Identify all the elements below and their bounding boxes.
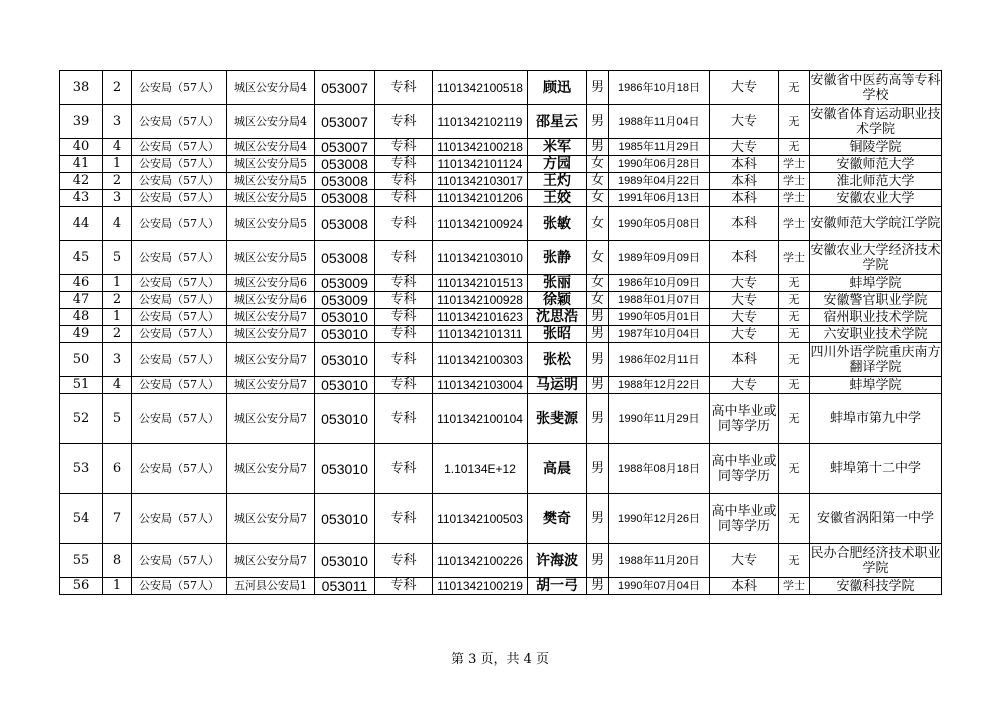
sex-cell: 男 [587,578,609,595]
sex-cell: 男 [587,544,609,578]
edu-requirement-cell: 专科 [375,241,433,275]
education-cell: 高中毕业或同等学历 [710,444,779,494]
unit-cell: 公安局（57人） [132,173,227,190]
sex-cell: 女 [587,207,609,241]
ticket-number-cell: 1101342103017 [433,173,528,190]
school-cell: 安徽省涡阳第一中学 [810,494,942,544]
school-cell: 安徽科技学院 [810,578,942,595]
ticket-number-cell: 1101342100924 [433,207,528,241]
education-cell: 大专 [710,326,779,343]
birth-date-cell: 1985年11月29日 [609,139,710,156]
sub-seq-cell: 4 [103,207,132,241]
seq-cell: 39 [60,105,103,139]
education-cell: 本科 [710,190,779,207]
degree-cell: 无 [779,494,810,544]
table-row [60,105,942,139]
education-cell: 本科 [710,578,779,595]
sub-seq-cell: 7 [103,494,132,544]
ticket-number-cell: 1.10134E+12 [433,444,528,494]
birth-date-cell: 1988年11月20日 [609,544,710,578]
edu-requirement-cell: 专科 [375,207,433,241]
ticket-number-cell: 1101342103004 [433,377,528,394]
school-cell: 蚌埠市第九中学 [810,394,942,444]
school-cell: 宿州职业技术学院 [810,309,942,326]
seq-cell: 38 [60,71,103,105]
name-cell: 张丽 [528,275,587,292]
dept-cell: 城区公安分局6 [227,292,315,309]
school-cell: 安徽师范大学皖江学院 [810,207,942,241]
edu-requirement-cell: 专科 [375,275,433,292]
sex-cell: 男 [587,343,609,377]
sex-cell: 女 [587,156,609,173]
name-cell: 胡一弓 [528,578,587,595]
birth-date-cell: 1988年08月18日 [609,444,710,494]
edu-requirement-cell: 专科 [375,377,433,394]
birth-date-cell: 1990年11月29日 [609,394,710,444]
unit-cell: 公安局（57人） [132,544,227,578]
name-cell: 顾迅 [528,71,587,105]
birth-date-cell: 1991年06月13日 [609,190,710,207]
birth-date-cell: 1987年10月04日 [609,326,710,343]
position-code-cell: 053008 [315,241,375,275]
school-cell: 安徽省中医药高等专科学校 [810,72,941,103]
school-cell: 铜陵学院 [810,139,942,156]
name-cell: 王姣 [528,190,587,207]
sex-cell: 男 [587,494,609,544]
table-row [60,71,942,105]
sex-cell: 女 [587,173,609,190]
seq-cell: 43 [60,190,103,207]
degree-cell: 无 [779,394,810,444]
education-cell: 本科 [710,241,779,275]
edu-requirement-cell: 专科 [375,309,433,326]
sub-seq-cell: 5 [103,394,132,444]
birth-date-cell: 1990年05月01日 [609,309,710,326]
degree-cell: 无 [779,309,810,326]
education-cell: 高中毕业或同等学历 [710,494,779,544]
school-cell: 安徽省体育运动职业技术学院 [810,106,941,137]
unit-cell: 公安局（57人） [132,139,227,156]
table-row [60,156,942,173]
dept-cell: 城区公安分局4 [227,71,315,105]
school-cell: 蚌埠学院 [810,377,942,394]
dept-cell: 城区公安分局7 [227,544,315,578]
position-code-cell: 053010 [315,544,375,578]
position-code-cell: 053007 [315,105,375,139]
sex-cell: 男 [587,309,609,326]
sub-seq-cell: 3 [103,105,132,139]
sex-cell: 女 [587,190,609,207]
sex-cell: 女 [587,241,609,275]
degree-cell: 学士 [779,173,810,190]
sex-cell: 男 [587,444,609,494]
sex-cell: 男 [587,377,609,394]
ticket-number-cell: 1101342103010 [433,241,528,275]
ticket-number-cell: 1101342100503 [433,494,528,544]
seq-cell: 51 [60,377,103,394]
dept-cell: 城区公安分局5 [227,241,315,275]
ticket-number-cell: 1101342101513 [433,275,528,292]
position-code-cell: 053009 [315,292,375,309]
seq-cell: 42 [60,173,103,190]
birth-date-cell: 1986年02月11日 [609,343,710,377]
degree-cell: 无 [779,139,810,156]
ticket-number-cell: 1101342100104 [433,394,528,444]
table-row [60,309,942,326]
ticket-number-cell: 1101342102119 [433,105,528,139]
sub-seq-cell: 1 [103,309,132,326]
birth-date-cell: 1990年06月28日 [609,156,710,173]
seq-cell: 53 [60,444,103,494]
dept-cell: 城区公安分局5 [227,190,315,207]
unit-cell: 公安局（57人） [132,377,227,394]
unit-cell: 公安局（57人） [132,578,227,595]
dept-cell: 城区公安分局7 [227,394,315,444]
sub-seq-cell: 5 [103,241,132,275]
results-table [59,70,942,595]
school-cell: 安徽警官职业学院 [810,292,942,309]
degree-cell: 学士 [779,207,810,241]
degree-cell: 无 [779,105,810,139]
sub-seq-cell: 2 [103,173,132,190]
name-cell: 米军 [528,139,587,156]
dept-cell: 城区公安分局7 [227,326,315,343]
degree-cell: 无 [779,71,810,105]
sex-cell: 男 [587,71,609,105]
education-cell: 本科 [710,173,779,190]
unit-cell: 公安局（57人） [132,207,227,241]
page-number: 第 3 页，共 4 页 [450,652,550,667]
sub-seq-cell: 2 [103,326,132,343]
education-cell: 本科 [710,156,779,173]
birth-date-cell: 1986年10月09日 [609,275,710,292]
seq-cell: 46 [60,275,103,292]
edu-requirement-cell: 专科 [375,343,433,377]
table-row [60,578,942,595]
position-code-cell: 053008 [315,173,375,190]
school-cell: 民办合肥经济技术职业学院 [810,545,941,576]
ticket-number-cell: 1101342100226 [433,544,528,578]
position-code-cell: 053011 [315,578,375,595]
position-code-cell: 053010 [315,309,375,326]
position-code-cell: 053010 [315,326,375,343]
education-cell: 大专 [710,139,779,156]
birth-date-cell: 1986年10月18日 [609,71,710,105]
edu-requirement-cell: 专科 [375,444,433,494]
degree-cell: 学士 [779,156,810,173]
name-cell: 张静 [528,241,587,275]
degree-cell: 学士 [779,241,810,275]
dept-cell: 城区公安分局5 [227,156,315,173]
dept-cell: 城区公安分局6 [227,275,315,292]
dept-cell: 城区公安分局7 [227,343,315,377]
ticket-number-cell: 1101342101311 [433,326,528,343]
sex-cell: 男 [587,394,609,444]
table-row [60,377,942,394]
sub-seq-cell: 4 [103,139,132,156]
position-code-cell: 053010 [315,343,375,377]
table-row [60,444,942,494]
position-code-cell: 053007 [315,71,375,105]
birth-date-cell: 1990年05月08日 [609,207,710,241]
table-row [60,326,942,343]
table-row [60,292,942,309]
seq-cell: 44 [60,207,103,241]
dept-cell: 城区公安分局7 [227,444,315,494]
name-cell: 马运明 [528,377,587,394]
dept-cell: 城区公安分局5 [227,207,315,241]
unit-cell: 公安局（57人） [132,241,227,275]
edu-requirement-cell: 专科 [375,394,433,444]
degree-cell: 学士 [779,578,810,595]
sex-cell: 女 [587,275,609,292]
edu-requirement-cell: 专科 [375,292,433,309]
degree-cell: 无 [779,275,810,292]
seq-cell: 50 [60,343,103,377]
dept-cell: 城区公安分局7 [227,309,315,326]
degree-cell: 无 [779,292,810,309]
name-cell: 樊奇 [528,494,587,544]
ticket-number-cell: 1101342101206 [433,190,528,207]
table-row [60,494,942,544]
dept-cell: 五河县公安局1 [227,578,315,595]
sub-seq-cell: 8 [103,544,132,578]
sex-cell: 男 [587,139,609,156]
edu-requirement-cell: 专科 [375,326,433,343]
education-cell: 本科 [710,207,779,241]
position-code-cell: 053008 [315,207,375,241]
position-code-cell: 053010 [315,394,375,444]
name-cell: 高晨 [528,444,587,494]
degree-cell: 无 [779,326,810,343]
birth-date-cell: 1989年09月09日 [609,241,710,275]
dept-cell: 城区公安分局7 [227,494,315,544]
edu-requirement-cell: 专科 [375,190,433,207]
name-cell: 张松 [528,343,587,377]
name-cell: 方园 [528,156,587,173]
edu-requirement-cell: 专科 [375,156,433,173]
sub-seq-cell: 1 [103,578,132,595]
unit-cell: 公安局（57人） [132,105,227,139]
seq-cell: 55 [60,544,103,578]
birth-date-cell: 1988年01月07日 [609,292,710,309]
ticket-number-cell: 1101342100518 [433,71,528,105]
sub-seq-cell: 3 [103,343,132,377]
unit-cell: 公安局（57人） [132,444,227,494]
sub-seq-cell: 1 [103,275,132,292]
ticket-number-cell: 1101342100303 [433,343,528,377]
school-cell: 安徽农业大学 [810,190,942,207]
sub-seq-cell: 1 [103,156,132,173]
seq-cell: 49 [60,326,103,343]
sub-seq-cell: 2 [103,292,132,309]
seq-cell: 56 [60,578,103,595]
school-cell: 蚌埠学院 [810,275,942,292]
unit-cell: 公安局（57人） [132,156,227,173]
position-code-cell: 053010 [315,444,375,494]
name-cell: 王灼 [528,173,587,190]
education-cell: 高中毕业或同等学历 [710,394,779,444]
seq-cell: 52 [60,394,103,444]
name-cell: 张敏 [528,207,587,241]
unit-cell: 公安局（57人） [132,494,227,544]
seq-cell: 54 [60,494,103,544]
school-cell: 淮北师范大学 [810,173,942,190]
position-code-cell: 053008 [315,156,375,173]
table-row [60,394,942,444]
sex-cell: 男 [587,105,609,139]
dept-cell: 城区公安分局4 [227,139,315,156]
school-cell: 六安职业技术学院 [810,326,942,343]
sub-seq-cell: 3 [103,190,132,207]
ticket-number-cell: 1101342100218 [433,139,528,156]
ticket-number-cell: 1101342101623 [433,309,528,326]
edu-requirement-cell: 专科 [375,173,433,190]
unit-cell: 公安局（57人） [132,394,227,444]
seq-cell: 48 [60,309,103,326]
school-cell: 安徽师范大学 [810,156,942,173]
sex-cell: 女 [587,292,609,309]
dept-cell: 城区公安分局5 [227,173,315,190]
birth-date-cell: 1990年07月04日 [609,578,710,595]
edu-requirement-cell: 专科 [375,105,433,139]
name-cell: 张斐源 [528,394,587,444]
dept-cell: 城区公安分局7 [227,377,315,394]
ticket-number-cell: 1101342101124 [433,156,528,173]
birth-date-cell: 1990年12月26日 [609,494,710,544]
position-code-cell: 053009 [315,275,375,292]
school-cell: 四川外语学院重庆南方翻译学院 [810,344,941,375]
name-cell: 邵星云 [528,105,587,139]
table-row [60,275,942,292]
ticket-number-cell: 1101342100219 [433,578,528,595]
education-cell: 大专 [710,71,779,105]
seq-cell: 45 [60,241,103,275]
name-cell: 张昭 [528,326,587,343]
education-cell: 本科 [710,343,779,377]
birth-date-cell: 1988年12月22日 [609,377,710,394]
sex-cell: 男 [587,326,609,343]
seq-cell: 41 [60,156,103,173]
name-cell: 许海波 [528,544,587,578]
unit-cell: 公安局（57人） [132,292,227,309]
degree-cell: 无 [779,544,810,578]
sub-seq-cell: 6 [103,444,132,494]
unit-cell: 公安局（57人） [132,309,227,326]
ticket-number-cell: 1101342100928 [433,292,528,309]
education-cell: 大专 [710,309,779,326]
table-row [60,207,942,241]
sub-seq-cell: 4 [103,377,132,394]
education-cell: 大专 [710,292,779,309]
edu-requirement-cell: 专科 [375,578,433,595]
unit-cell: 公安局（57人） [132,275,227,292]
table-row [60,173,942,190]
unit-cell: 公安局（57人） [132,71,227,105]
unit-cell: 公安局（57人） [132,326,227,343]
table-row [60,241,942,275]
seq-cell: 47 [60,292,103,309]
name-cell: 沈思浩 [528,309,587,326]
birth-date-cell: 1988年11月04日 [609,105,710,139]
table-row [60,343,942,377]
table-row [60,139,942,156]
degree-cell: 无 [779,377,810,394]
school-cell: 蚌埠第十二中学 [810,444,942,494]
education-cell: 大专 [710,377,779,394]
degree-cell: 无 [779,343,810,377]
edu-requirement-cell: 专科 [375,544,433,578]
sub-seq-cell: 2 [103,71,132,105]
birth-date-cell: 1989年04月22日 [609,173,710,190]
table-row [60,544,942,578]
position-code-cell: 053010 [315,377,375,394]
position-code-cell: 053008 [315,190,375,207]
unit-cell: 公安局（57人） [132,343,227,377]
unit-cell: 公安局（57人） [132,190,227,207]
degree-cell: 学士 [779,190,810,207]
education-cell: 大专 [710,544,779,578]
edu-requirement-cell: 专科 [375,494,433,544]
school-cell: 安徽农业大学经济技术学院 [810,242,941,273]
position-code-cell: 053010 [315,494,375,544]
education-cell: 大专 [710,105,779,139]
dept-cell: 城区公安分局4 [227,105,315,139]
edu-requirement-cell: 专科 [375,71,433,105]
seq-cell: 40 [60,139,103,156]
table-row [60,190,942,207]
edu-requirement-cell: 专科 [375,139,433,156]
education-cell: 大专 [710,275,779,292]
position-code-cell: 053007 [315,139,375,156]
degree-cell: 无 [779,444,810,494]
name-cell: 徐颖 [528,292,587,309]
